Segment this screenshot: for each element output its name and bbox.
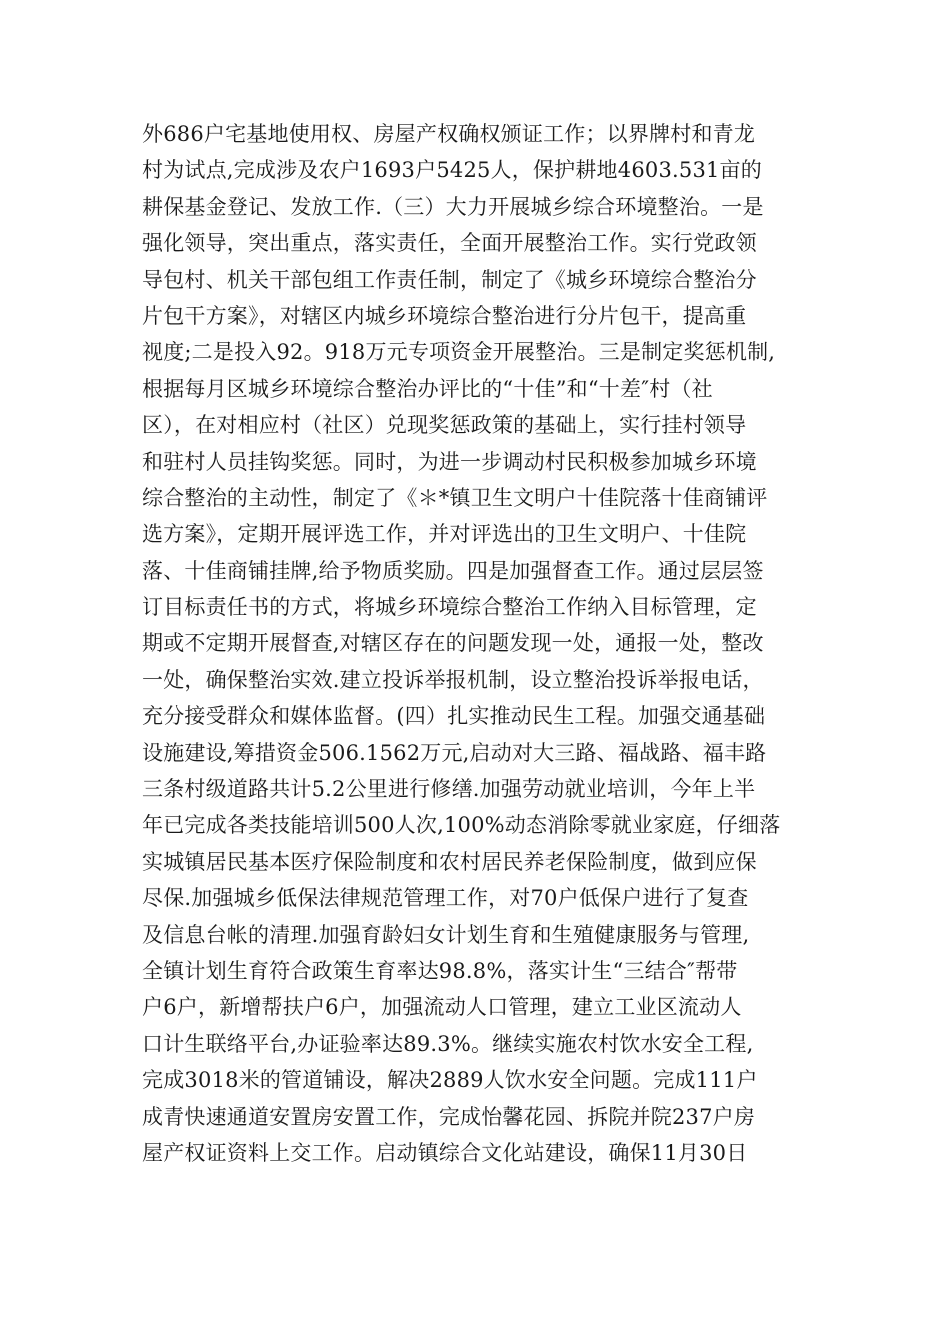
text-line: 期或不定期开展督查,对辖区存在的问题发现一处，通报一处，整改 [142,631,764,656]
text-line: 选方案》，定期开展评选工作，并对评选出的卫生文明户、十佳院 [142,522,747,547]
text-line: 外686户宅基地使用权、房屋产权确权颁证工作；以界牌村和青龙 [142,122,756,146]
text-line: 落、十佳商铺挂牌,给予物质奖励。四是加强督查工作。通过层层签 [142,558,764,583]
text-line: 充分接受群众和媒体监督。(四）扎实推动民生工程。加强交通基础 [142,704,766,729]
text-line: 成青快速通道安置房安置工作，完成怡馨花园、拆院并院237户房 [142,1104,756,1129]
text-line: 订目标责任书的方式，将城乡环境综合整治工作纳入目标管理，定 [142,595,757,620]
text-line: 根据每月区城乡环境综合整治办评比的“十佳”和“十差″村（社 [142,376,713,401]
text-line: 全镇计划生育符合政策生育率达98.8%，落实计生“三结合″帮带 [142,958,738,983]
text-line: 尽保.加强城乡低保法律规范管理工作，对70户低保户进行了复查 [142,886,749,911]
text-line: 导包村、机关干部包组工作责任制，制定了《城乡环境综合整治分 [142,267,757,292]
text-line: 视度;二是投入92。918万元专项资金开展整治。三是制定奖惩机制, [142,340,776,365]
text-line: 三条村级道路共计5.2公里进行修缮.加强劳动就业培训，今年上半 [142,777,756,802]
text-line: 完成3018米的管道铺设，解决2889人饮水安全问题。完成111户 [142,1068,758,1093]
text-line: 一处，确保整治实效.建立投诉举报机制，设立整治投诉举报电话， [142,667,764,692]
text-line: 强化领导，突出重点，落实责任，全面开展整治工作。实行党政领 [142,231,757,256]
text-line: 耕保基金登记、发放工作.（三）大力开展城乡综合环境整治。一是 [142,194,764,219]
text-line: 综合整治的主动性，制定了《＊*镇卫生文明户十佳院落十佳商铺评 [142,485,768,510]
text-line: 村为试点,完成涉及农户1693户5425人，保护耕地4603.531亩的 [142,158,762,183]
text-line: 片包干方案》，对辖区内城乡环境综合整治进行分片包干，提高重 [142,303,747,328]
text-line: 区），在对相应村（社区）兑现奖惩政策的基础上，实行挂村领导 [142,413,747,438]
text-line: 实城镇居民基本医疗保险制度和农村居民养老保险制度，做到应保 [142,849,757,874]
text-line: 年已完成各类技能培训500人次,100%动态消除零就业家庭，仔细落 [142,813,781,838]
text-line: 屋产权证资料上交工作。启动镇综合文化站建设，确保11月30日 [142,1140,748,1165]
text-line: 口计生联络平台,办证验率达89.3%。继续实施农村饮水安全工程, [142,1031,754,1056]
text-line: 和驻村人员挂钩奖惩。同时，为进一步调动村民积极参加城乡环境 [142,449,757,474]
text-line: 及信息台帐的清理.加强育龄妇女计划生育和生殖健康服务与管理, [142,922,750,947]
text-line: 设施建设,筹措资金506.1562万元,启动对大三路、福战路、福丰路 [142,740,767,765]
body-text [142,116,822,1171]
text-line: 户6户，新增帮扶户6户，加强流动人口管理，建立工业区流动人 [142,995,742,1020]
